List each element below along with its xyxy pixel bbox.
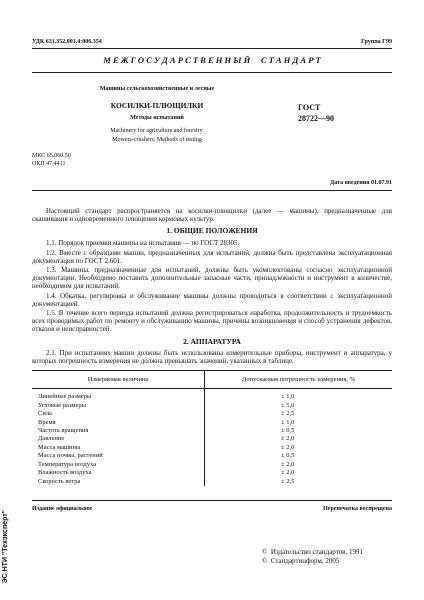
table-row [32,452,392,460]
interstate-standard-label: М Е Ж Г О С У Д А Р С Т В Е Н Н Ы Й С Т А Н Д А Р Т [103,55,321,65]
table-header-error: Допускаемая погрешность измерения, % [205,371,393,389]
error-cell: ± 5,0 [281,401,295,409]
measurement-error-table [32,370,392,486]
gost-label: ГОСТ [298,103,321,112]
quantity-cell: Время [32,418,205,426]
section-2-heading: 2. АППАРАТУРА [183,337,241,346]
error-cell: ± 0,5 [281,452,295,460]
table-row [32,389,392,402]
quantity-cell: Масса почвы, растений [32,452,205,460]
quantity-cell: Масса машины [32,444,205,452]
introduction-date: Дата введения 01.07.91 [330,180,392,186]
table-row [32,410,392,418]
official-edition-label: Издание официальное [32,506,93,512]
okp-code: ОКП 47 4411 [32,161,66,167]
side-watermark-label: ЭС НТИ "Техэксперт" [2,510,9,584]
error-cell: ± 2,5 [281,410,295,418]
group-code: Группа Г99 [361,39,392,45]
quantity-cell: Температура воздуха [32,461,205,469]
quantity-cell: Влажность воздуха [32,469,205,477]
header-rule-bottom [32,72,392,73]
quantity-cell: Скорость ветра [32,477,205,485]
copyright-2005: © Стандартинформ, 2005 [262,557,340,565]
reprint-prohibited-label: Перепечатка воспрещена [323,506,392,512]
intro-paragraph: Настоящий стандарт распространяется на косилки-плющилки (далее — машины), предназначенные для скашивания и одновременного плющения кормовых культур. [32,207,392,223]
table-row [32,418,392,426]
udk-code: УДК 631.352.001.4:006.354 [32,39,102,45]
error-cell: ± 2,0 [281,460,295,468]
english-title-line1: Machinery for agriculture and forestry. [110,128,204,134]
table-row [32,401,392,409]
table-row [32,477,392,485]
section-1-heading: 1. ОБЩИЕ ПОЛОЖЕНИЯ [166,226,258,235]
error-cell: ± 2,5 [281,477,295,485]
table-header-quantity: Измеряемая величина [32,371,205,389]
paragraph-1-4: 1.4. Обкатка, регулировка и обслуживание машины должны проводиться в соответствии с эксплуатационной документацией. [32,292,392,308]
table-row [32,444,392,452]
quantity-cell: Сила [32,410,205,418]
quantity-cell: Линейные размеры [32,389,205,402]
paragraph-1-2: 1.2. Вместе с образцами машин, предназначенных для испытаний, должна быть представлена эксплуатационная документация по ГОСТ 2.601. [32,249,392,265]
document-subtitle: Методы испытаний [130,115,184,121]
table-header-row [32,371,392,389]
table-row [32,461,392,469]
gost-number: 28722—90 [298,114,334,123]
error-cell: ± 2,0 [281,443,295,451]
quantity-cell: Частота вращения [32,427,205,435]
quantity-cell: Угловые размеры [32,401,205,409]
quantity-cell: Давление [32,435,205,443]
document-title: КОСИЛКИ-ПЛЮЩИЛКИ [110,101,204,110]
error-cell: ± 2,0 [281,435,295,443]
paragraph-1-1: 1.1. Порядок приемки машины на испытания — по ГОСТ 28305. [46,239,240,247]
paragraph-1-5: 1.5. В течение всего периода испытаний должна регистрироваться наработка, продолжительность и трудоемкость всех проводимых работ по ремонту и обслуживанию машины, причины возникновения и способ устранения дефектов, отказов и неисправностей. [32,309,392,333]
copyright-1991: © Издательство стандартов, 1991 [262,548,363,556]
table-row [32,469,392,477]
footer-rule [32,500,392,501]
error-cell: ± 0,5 [281,426,295,434]
english-title-line2: Mowers-crushers. Methods of testing [112,137,202,143]
error-cell: ± 2,0 [281,469,295,477]
title-block-rule [32,190,392,191]
paragraph-1-3: 1.3. Машины, предназначенные для испытаний, должны быть укомплектованы согласно эксплуатационной документации. Необходимо поставить дополнительные запасные части, принадлежности и инструмент в количестве, необходимом для испытаний. [32,266,392,290]
error-cell: ± 1,0 [281,418,295,426]
error-cell: ± 1,0 [281,393,295,401]
table-row [32,435,392,443]
table-row [32,427,392,435]
category-label: Машины сельскохозяйственные и лесные [99,86,215,92]
paragraph-2-1: 2.1. При испытаниях машин должны быть использованы измерительные приборы, инструмент и аппаратура, у которых погрешность измерения не должна превышать значений, указанных в таблице. [32,349,392,365]
header-rule-top [32,48,392,49]
mks-code: МКС 65.060.50 [32,153,71,159]
